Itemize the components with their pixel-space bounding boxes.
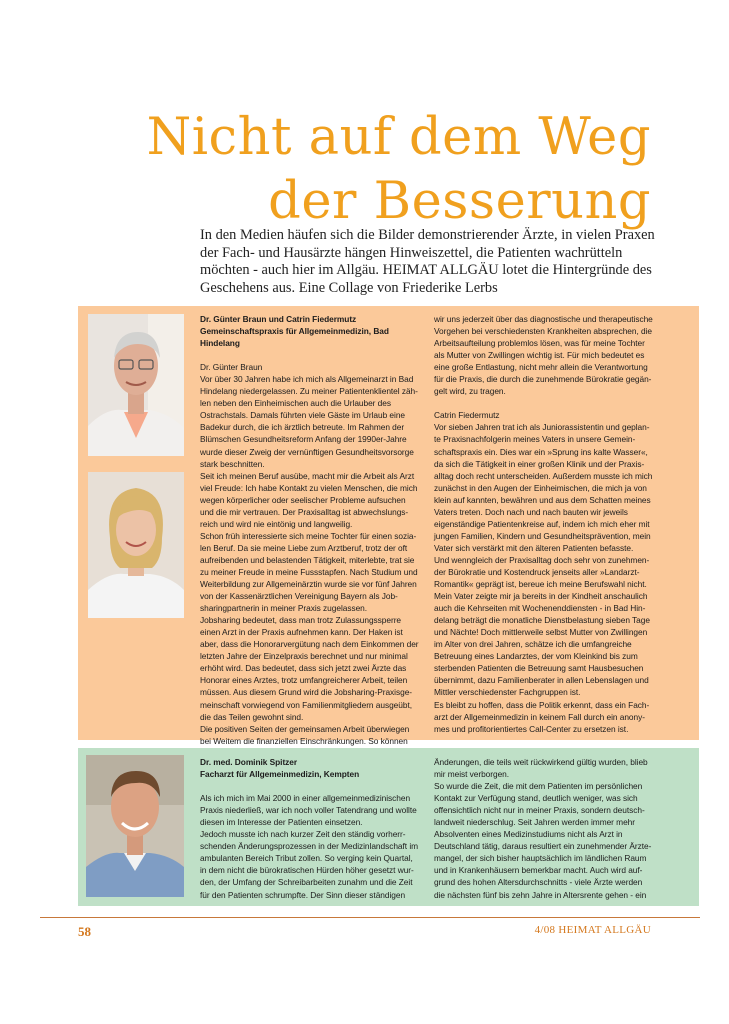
section1-col1-text: Dr. Günter Braun Vor über 30 Jahren habe ich mich als Allgemeinarzt in Bad Hindelang niedergelassen. Zu meiner Patientenklientel zäh- len neben den Einheimischen auch die Urlauber des Ostrachstals. Damals führten viele Gäste im Urlaub eine Badekur durch, die ich ärztlich betreute. Im Rahmen der Blümschen Gesundheitsreform Anfang der 1990er-Jahre wurde dieser Zweig der vernünftigen Gesundheitsvorsorge stark beschnitten. Seit ich meinen Beruf ausübe, macht mir die Arbeit als Arzt viel Freude: Ich habe Kontakt zu vielen Menschen, die mich wegen körperlicher oder seelischer Probleme aufsuchen und die mir vertrauen. Der Praxisalltag ist abwechslungs- reich und wird nie eintönig und langweilig. Schon früh interessierte sich meine Tochter für einen sozia- len Beruf. Da sie meine Liebe zum Arztberuf, trotz der oft aufreibenden und belastenden Tätigkeit, miterlebte, trat sie zu meiner Freude in meine Fussstapfen. Nach Studium und Weiterbildung zur Allgemeinärztin wurde sie vor fünf Jahren von der Kassenärztlichen Vereinigung Bayern als Job- sharingpartnerin in meiner Praxis zugelassen. Jobsharing bedeutet, dass man trotz Zulassungssperre einen Arzt in der Praxis aufnehmen kann. Der Haken ist aber, dass die Honorarvergütung nach dem Einkommen der letzten Jahre der Einzelpraxis berechnet und nur minimal erhöht wird. Das bedeutet, dass sich jetzt zwei Ärzte das Honorar eines Arztes, trotz umfangreicherer Arbeit, teilen müssen. Aus diesem Grund wird die Jobsharing-Praxisge- meinschaft vorwiegend von Familienmitgliedern ausgeübt, die das Teilen gewohnt sind. Die positiven Seiten der gemeinsamen Arbeit überwiegen bei Weitem die finanziellen Einschränkungen. So können	[200, 362, 419, 746]
section2-heading: Dr. med. Dominik Spitzer Facharzt für Allgemeinmedizin, Kempten	[200, 757, 360, 780]
section-braun-fiedermutz	[78, 306, 699, 746]
section1-column-1	[200, 313, 424, 747]
footer-rule	[40, 917, 700, 918]
section2-col1-text: Als ich mich im Mai 2000 in einer allgemeinmedizinischen Praxis niederließ, war ich noch voller Tatendrang und wollte diesen im Interesse der Patienten einsetzen. Jedoch musste ich nach kurzer Zeit den ständig vorherr- schenden Änderungsprozessen in der Medizinlandschaft im ambulanten Bereich Tribut zollen. So verging kein Quartal, in dem nicht die bürokratischen Hürden höher gesetzt wur- den, der Umfang der Schreibarbeiten zunahm und die Zeit für den Patienten schrumpfte. Der Sinn dieser ständigen	[200, 793, 419, 900]
photo-guenter-braun	[88, 314, 184, 456]
section2-column-2: Änderungen, die teils weit rückwirkend gültig wurden, blieb mir meist verborgen. So wurde die Zeit, die mit dem Patienten im persönlichen Kontakt zur Verfügung stand, deutlich weniger, was sich offensichtlich nicht nur in meiner Praxis, sondern deutsch- landweit niederschlug. Seit Jahren werden immer mehr Absolventen eines Medizinstudiums nicht als Arzt in Deutschland tätig, daraus resultiert ein zunehmender Ärzte- mangel, der sich bisher hauptsächlich im ländlichen Raum und in Krankenhäusern bemerkbar macht. Auch wird auf- grund des hohen Altersdurchschnitts - viele Ärzte werden die nächsten fünf bis zehn Jahre in Altersrente gehen - ein	[434, 757, 652, 900]
photo-dominik-spitzer	[86, 755, 184, 897]
title-line-1: Nicht auf dem Weg	[146, 108, 651, 167]
page-number: 58	[78, 924, 91, 939]
title-line-2: der Besserung	[268, 172, 651, 231]
section1-column-2: wir uns jederzeit über das diagnostische und therapeutische Vorgehen bei verschiedensten Krankheiten absprechen, die Arbeitsaufteilung problemlos lösen, was für meine Tochter als Mutter von Zwillingen wichtig ist. Für mich bedeutet es eine große Entlastung, nicht mehr allein die Verantwortung für die Praxis, die durch die zunehmende Bürokratie gegän- gelt wird, zu tragen. Catrin Fiedermutz Vor sieben Jahren trat ich als Juniorassistentin und geplan- te Praxisnachfolgerin meines Vaters in unsere Gemein- schaftspraxis ein. Dies war ein »Sprung ins kalte Wasser«, da sich die Tätigkeit in einer großen Klinik und der Praxis- alltag doch recht unterscheiden. Außerdem musste ich mich zunächst in den Augen der Einheimischen, die mich ja von klein auf kannten, bewähren und aus dem Schatten meines Vaters treten. Doch nach und nach bauten wir jeweils eigenständige Patientenkreise auf, indem ich mich eher mit jungen Familien, Kindern und Gesundheitsprävention, mein Vater sich verstärkt mit den älteren Patienten befasste. Und wenngleich der Praxisalltag doch sehr von zunehmen- der Bürokratie und Kostendruck jenseits aller »Landarzt- Romantik« geprägt ist, bereue ich meine Berufswahl nicht. Mein Vater zeigte mir ja bereits in der Kindheit anschaulich auch die Kehrseiten mit Wochenenddiensten - in Bad Hin- delang beträgt die monatliche Dienstbelastung sieben Tage und Nächte! Doch mittlerweile selbst Mutter von Zwillingen im Alter von drei Jahren, schätze ich die umfangreiche Betreuung eines Landarztes, der vom Kleinkind bis zum sterbenden Patienten die Betreuung samt Hausbesuchen übernimmt, dazu Familienberater in allen Lebenslagen und Mittler verschiedenster Fachgruppen ist. Es bleibt zu hoffen, dass die Politik erkennt, dass ein Fach- arzt der Allgemeinmedizin in keinem Fall durch ein anony- mes und profitorientiertes Call-Center zu ersetzen ist.	[434, 314, 653, 734]
article-intro: In den Medien häufen sich die Bilder demonstrierender Ärzte, in vielen Praxen der Fach- und Hausärzte hängen Hinweiszettel, die Patienten wachrütteln möchten - auch hier im Allgäu. HEIMAT ALLGÄU lotet die Hintergründe des Geschehens aus. Eine Collage von Friederike Lerbs	[200, 227, 655, 296]
section1-heading: Dr. Günter Braun und Catrin Fiedermutz Gemeinschaftspraxis für Allgemeinmedizin, Bad Hindelang	[200, 314, 389, 349]
section-spitzer	[78, 748, 699, 906]
section2-column-1	[200, 756, 424, 901]
photo-catrin-fiedermutz	[88, 472, 184, 618]
article-title	[147, 106, 651, 234]
issue-label: 4/08 HEIMAT ALLGÄU	[534, 924, 651, 936]
